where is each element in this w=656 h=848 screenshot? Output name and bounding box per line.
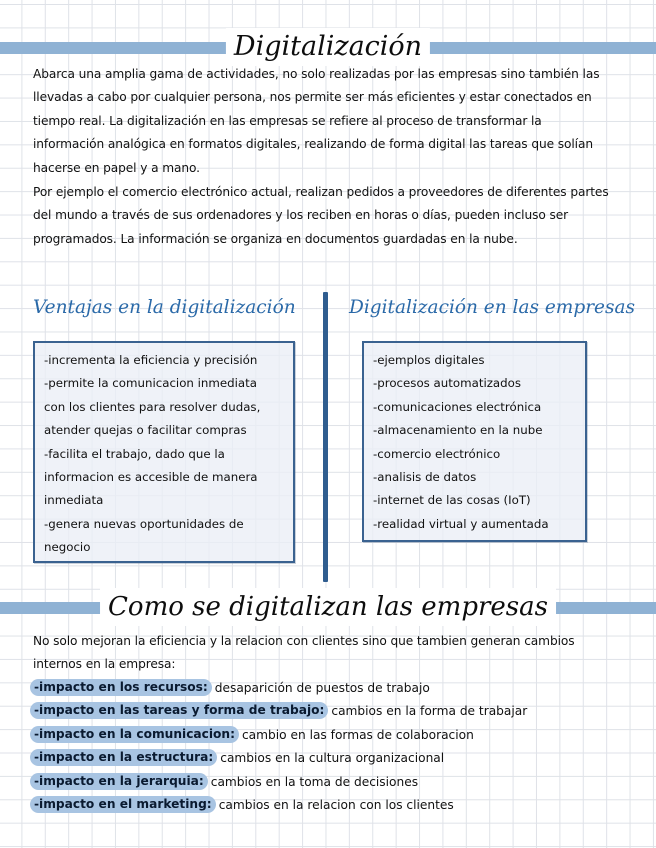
intro-line: tiempo real. La digitalización en las empresas se refiere al proceso de transformar la: [33, 113, 542, 128]
advantages-box: [33, 341, 295, 563]
impact-value: desaparición de puestos de trabajo: [214, 681, 430, 695]
impact-key: -impacto en el marketing:: [30, 796, 216, 813]
intro-line: llevadas a cabo por cualquier persona, nos permite ser más eficientes y estar conectados en: [33, 90, 592, 105]
business-digitalization-box: [362, 341, 587, 542]
intro-line: información analógica en formatos digitales, realizando de forma digital las tareas que solían: [33, 137, 593, 152]
list-item: -procesos automatizados: [373, 376, 522, 391]
intro-line: hacerse en papel y a mano.: [33, 160, 200, 175]
example-line: del mundo a través de sus ordenadores y los reciben en horas o días, pueden incluso ser: [33, 208, 569, 223]
left-column-heading: Ventajas en la digitalización: [33, 297, 296, 318]
impact-row: [30, 700, 527, 723]
list-item: -analisis de datos: [373, 470, 477, 485]
impact-value: cambios en la relacion con los clientes: [218, 797, 454, 812]
list-item: -almacenamiento en la nube: [373, 423, 543, 438]
list-item: -internet de las cosas (IoT): [373, 493, 531, 508]
list-item: atender quejas o facilitar compras: [44, 423, 247, 438]
impact-key: -impacto en los recursos:: [30, 679, 212, 696]
list-item: -permite la comunicacion inmediata: [44, 376, 258, 391]
intro-line: Abarca una amplia gama de actividades, no solo realizadas por las empresas sino también las: [33, 67, 600, 81]
section-intro-line: No solo mejoran la eficiencia y la relacion con clientes sino que tambien generan cambios: [33, 634, 575, 648]
list-item: -genera nuevas oportunidades de: [44, 516, 244, 531]
list-item: -ejemplos digitales: [373, 353, 485, 367]
list-item: -facilita el trabajo, dado que la: [44, 446, 225, 461]
list-item: -incrementa la eficiencia y precisión: [44, 353, 258, 367]
impact-key: -impacto en la jerarquia:: [30, 773, 208, 790]
list-item: negocio: [44, 540, 91, 555]
column-divider: [323, 292, 328, 582]
section-banner: [0, 588, 656, 628]
impact-key: -impacto en las tareas y forma de trabajo:: [30, 702, 328, 719]
list-item: inmediata: [44, 493, 104, 508]
list-item: -comercio electrónico: [373, 446, 501, 461]
impact-value: cambios en la forma de trabajar: [331, 704, 528, 719]
page-title: Digitalización: [226, 28, 430, 66]
list-item: -realidad virtual y aumentada: [373, 516, 549, 531]
impact-row: [30, 724, 527, 747]
impact-row: [30, 747, 527, 770]
impact-key: -impacto en la comunicacion:: [30, 726, 239, 743]
advantages-list: [44, 349, 293, 560]
right-column-heading: Digitalización en las empresas: [349, 297, 636, 318]
list-item: -comunicaciones electrónica: [373, 399, 542, 414]
impact-row: [30, 771, 527, 794]
example-line: programados. La información se organiza en documentos guardadas en la nube.: [33, 231, 518, 246]
impact-key: -impacto en la estructura:: [30, 749, 217, 766]
intro-paragraph: [33, 63, 633, 180]
section-intro-line: internos en la empresa:: [33, 657, 176, 672]
example-line: Por ejemplo el comercio electrónico actual, realizan pedidos a proveedores de diferentes partes: [33, 185, 609, 199]
impact-value: cambios en la toma de decisiones: [210, 774, 419, 789]
list-item: informacion es accesible de manera: [44, 470, 258, 485]
impact-value: cambio en las formas de colaboracion: [241, 727, 474, 742]
section-title: Como se digitalizan las empresas: [100, 588, 556, 626]
business-list: [373, 349, 585, 536]
impact-row: [30, 677, 527, 700]
impact-list: [30, 677, 527, 817]
title-banner: [0, 28, 656, 68]
impact-value: cambios en la cultura organizacional: [220, 751, 445, 766]
impact-row: [30, 794, 527, 817]
section-intro: [33, 630, 633, 677]
list-item: con los clientes para resolver dudas,: [44, 399, 261, 414]
example-paragraph: [33, 181, 633, 251]
